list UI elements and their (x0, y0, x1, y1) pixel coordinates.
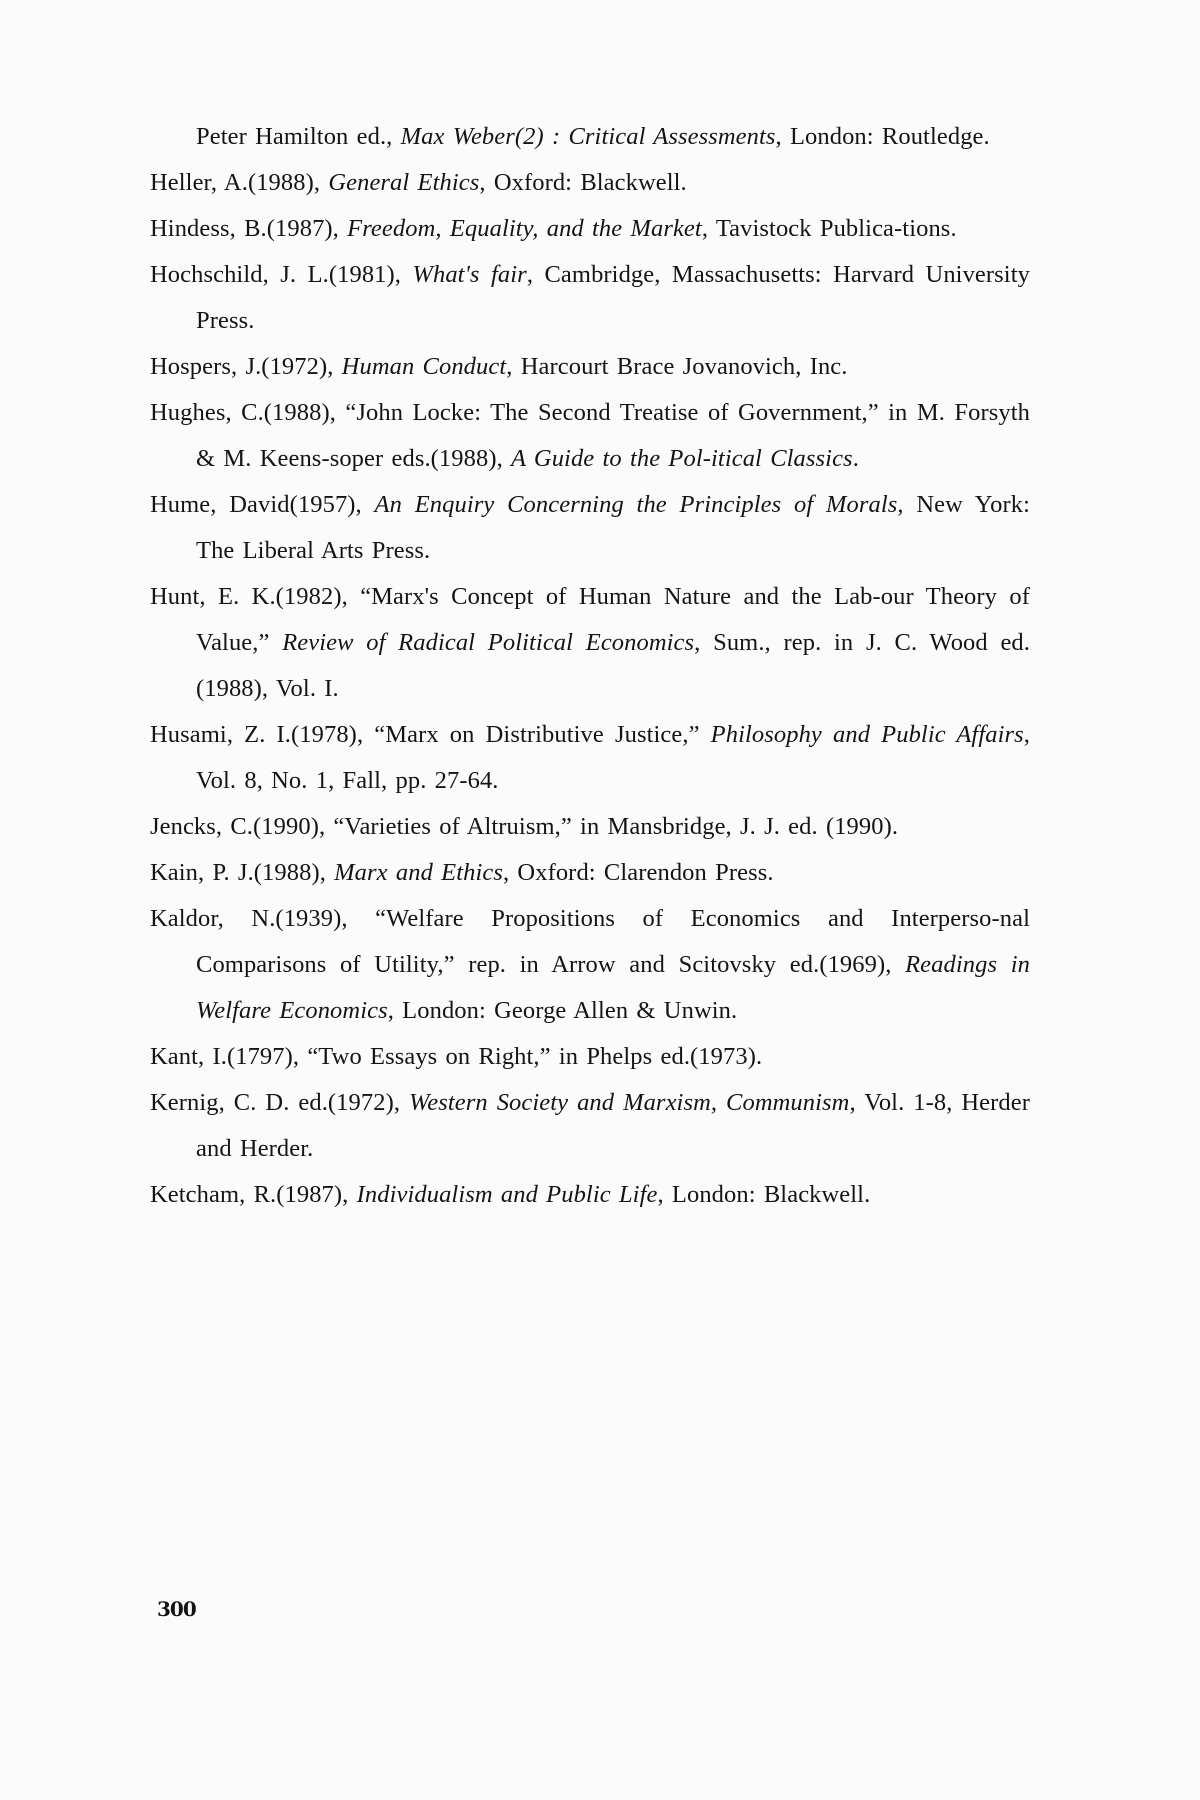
reference-text: Hughes, C.(1988), “John Locke: The Second Treatise of Government,” in M. Forsyth & M. Keens-soper eds.(1988), (150, 399, 1030, 472)
reference-text: , Vol. 1-8, Herder and Herder. (196, 1089, 1030, 1162)
reference-text: Hochschild, J. L.(1981), (150, 261, 413, 288)
reference-title: An Enquiry Concerning the Principles of Morals (374, 491, 898, 518)
reference-title: Marx and Ethics (334, 859, 503, 886)
reference-text: Jencks, C.(1990), “Varieties of Altruism,” in Mansbridge, J. J. ed. (1990). (150, 813, 899, 840)
reference-title: Individualism and Public Life (356, 1181, 658, 1208)
reference-entry-continuation (150, 114, 1030, 160)
reference-entry (150, 482, 1030, 574)
reference-entry (150, 390, 1030, 482)
reference-entry (150, 896, 1030, 1034)
reference-text: Husami, Z. I.(1978), “Marx on Distributive Justice,” (150, 721, 711, 748)
reference-text: Heller, A.(1988), (150, 169, 329, 196)
reference-text: Hindess, B.(1987), (150, 215, 348, 242)
reference-title: General Ethics (328, 169, 480, 196)
reference-entry (150, 1080, 1030, 1172)
reference-title: What's fair (412, 261, 527, 288)
reference-text: Kain, P. J.(1988), (150, 859, 335, 886)
reference-text: . (852, 445, 859, 472)
reference-entry (150, 574, 1030, 712)
reference-text: , Oxford: Blackwell. (479, 169, 687, 196)
reference-list (150, 114, 1030, 1218)
reference-title: Freedom, Equality, and the Market (347, 215, 702, 242)
reference-text: Peter Hamilton ed., (196, 123, 401, 150)
reference-text: , Oxford: Clarendon Press. (502, 859, 774, 886)
page-number: 300 (157, 1597, 196, 1621)
reference-text: , London: Blackwell. (657, 1181, 871, 1208)
reference-entry (150, 344, 1030, 390)
reference-text: Hospers, J.(1972), (150, 353, 342, 380)
reference-text: , New York: The Liberal Arts Press. (196, 491, 1031, 564)
reference-text: , London: Routledge. (775, 123, 990, 150)
reference-text: Kernig, C. D. ed.(1972), (150, 1089, 410, 1116)
reference-title: Max Weber(2) : Critical Assessments (400, 123, 776, 150)
reference-entry (150, 804, 1030, 850)
reference-text: Hunt, E. K.(1982), “Marx's Concept of Human Nature and the Lab-our Theory of Value,” (150, 583, 1030, 656)
reference-text: , Harcourt Brace Jovanovich, Inc. (506, 353, 848, 380)
reference-title: Human Conduct (341, 353, 507, 380)
reference-text: Hume, David(1957), (150, 491, 375, 518)
reference-entry (150, 712, 1030, 804)
reference-title: A Guide to the Pol-itical Classics (511, 445, 853, 472)
bibliography-page (150, 0, 1030, 1218)
reference-text: Kaldor, N.(1939), “Welfare Propositions of Economics and Interperso-nal Comparisons of Utility,” rep. in Arrow and Scitovsky ed.(1969), (150, 905, 1030, 978)
reference-text: , London: George Allen & Unwin. (387, 997, 738, 1024)
reference-entry (150, 206, 1030, 252)
reference-entry (150, 160, 1030, 206)
reference-entry (150, 1172, 1030, 1218)
reference-title: Review of Radical Political Economics (282, 629, 695, 656)
reference-text: Ketcham, R.(1987), (150, 1181, 357, 1208)
reference-title: Readings in Welfare Economics (196, 951, 1030, 1024)
reference-entry (150, 252, 1030, 344)
reference-text: , Vol. 8, No. 1, Fall, pp. 27-64. (196, 721, 1031, 794)
reference-text: , Cambridge, Massachusetts: Harvard University Press. (196, 261, 1030, 334)
reference-entry (150, 850, 1030, 896)
reference-text: , Tavistock Publica-tions. (701, 215, 957, 242)
reference-title: Philosophy and Public Affairs (710, 721, 1024, 748)
reference-text: Kant, I.(1797), “Two Essays on Right,” in Phelps ed.(1973). (150, 1043, 763, 1070)
reference-title: Western Society and Marxism, Communism (409, 1089, 850, 1116)
reference-entry (150, 1034, 1030, 1080)
reference-text: , Sum., rep. in J. C. Wood ed.(1988), Vol. I. (196, 629, 1030, 702)
